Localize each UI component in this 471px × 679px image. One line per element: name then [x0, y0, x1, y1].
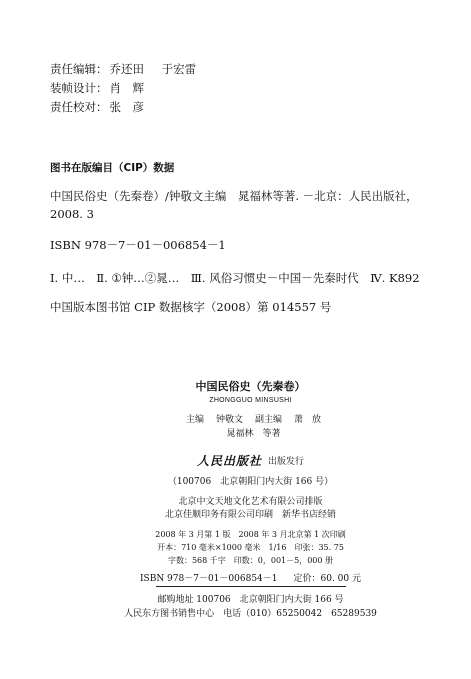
- mail-address: 邮购地址 100706 北京朝阳门内大街 166 号: [157, 595, 344, 605]
- editors: [36, 413, 471, 441]
- price: 定价：60. 00 元: [293, 574, 361, 584]
- publisher-logo: 人民出版社: [196, 454, 262, 468]
- credit-name: 肖 辉: [109, 81, 144, 95]
- credit-label: 装帧设计：: [50, 81, 108, 95]
- credit-name: 于宏雷: [161, 62, 197, 76]
- print-info: [30, 496, 471, 522]
- cip-isbn: ISBN 978－7－01－006854－1: [50, 238, 226, 252]
- cip-classification: Ⅰ. 中… Ⅱ. ①钟…②晁… Ⅲ. 风俗习惯史－中国－先秦时代 Ⅳ. K892: [50, 271, 420, 285]
- cip-number: 中国版本图书馆 CIP 数据核字（2008）第 014557 号: [50, 300, 332, 314]
- typesetter: 北京中文天地文化艺术有限公司排版: [178, 497, 323, 507]
- publisher-address: （100706 北京朝阳门内大街 166 号）: [167, 477, 334, 487]
- book-pinyin: ZHONGGUO MINSUSHI: [209, 397, 292, 404]
- credit-row-designer: [50, 79, 210, 98]
- chief-editor-label: 主编: [185, 415, 204, 425]
- editors-line-1: [36, 413, 471, 427]
- authors-line: 晁福林 等著: [226, 429, 281, 439]
- edition-info: [30, 528, 471, 567]
- deputy-editor-label: 副主编: [255, 415, 283, 425]
- cip-block: [50, 160, 440, 315]
- chief-editor-name: 钟敬文: [215, 415, 243, 425]
- credit-name: 乔还田: [109, 62, 144, 76]
- format: 开本：710 毫米×1000 毫米 1/16 印张：35. 75: [157, 543, 344, 552]
- sales-center: 人民东方图书销售中心 电话（010）65250042 65289539: [124, 609, 377, 619]
- contact-info: [30, 593, 471, 621]
- printer: 北京佳顺印务有限公司印刷 新华书店经销: [164, 510, 336, 520]
- credit-row-proofreader: [50, 98, 210, 117]
- publisher-action: 出版发行: [268, 457, 305, 467]
- editorial-credits: [50, 60, 210, 117]
- word-count: 字数：568 千字 印数：0，001－5，000 册: [167, 556, 334, 565]
- credit-name: 张 彦: [109, 100, 144, 114]
- book-title: 中国民俗史（先秦卷）: [195, 380, 306, 393]
- colophon-isbn: ISBN 978－7－01－006854－1: [139, 574, 278, 584]
- divider: [156, 586, 346, 587]
- cip-heading: 图书在版编目（CIP）数据: [50, 162, 175, 174]
- credit-row-editor: [50, 60, 210, 79]
- cip-description: 中国民俗史（先秦卷）/钟敬文主编 晁福林等著. －北京：人民出版社，2008. 3: [50, 189, 418, 221]
- credit-label: 责任校对：: [50, 100, 108, 114]
- edition: 2008 年 3 月第 1 版 2008 年 3 月北京第 1 次印刷: [155, 530, 346, 539]
- credit-label: 责任编辑：: [50, 62, 108, 76]
- deputy-editor-name: 萧 放: [294, 415, 322, 425]
- colophon: [0, 378, 471, 621]
- isbn-price-line: [30, 571, 471, 584]
- publisher: [30, 452, 471, 469]
